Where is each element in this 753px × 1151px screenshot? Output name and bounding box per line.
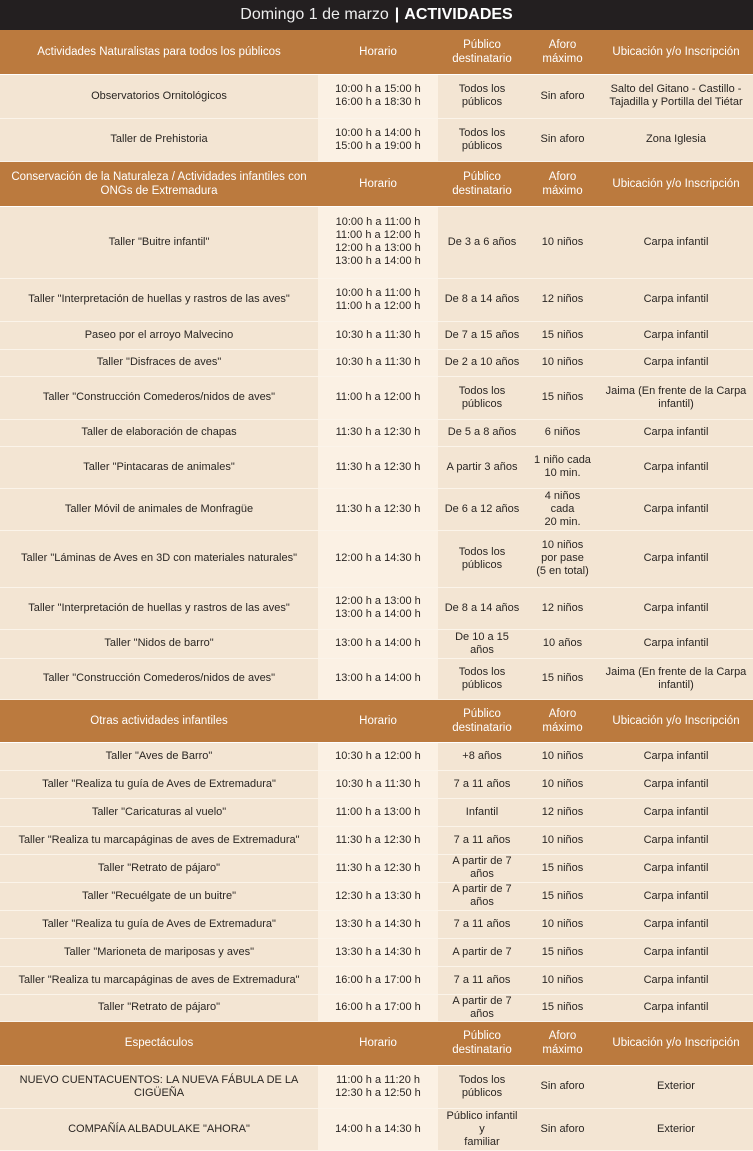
activity-time: 12:00 h a 14:30 h: [318, 530, 438, 587]
column-header-capacity: Aforo máximo: [526, 161, 599, 206]
activity-time: 11:30 h a 12:30 h: [318, 826, 438, 854]
activity-name: Paseo por el arroyo Malvecino: [0, 321, 318, 349]
table-row: [0, 1065, 753, 1108]
activity-capacity: 15 niños: [526, 376, 599, 419]
column-header-location: Ubicación y/o Inscripción: [599, 161, 753, 206]
activity-name: Taller Móvil de animales de Monfragüe: [0, 488, 318, 530]
activity-audience: Todos los públicos: [438, 1065, 526, 1108]
activities-table: [0, 30, 753, 1151]
activity-name: Observatorios Ornitológicos: [0, 74, 318, 118]
activity-name: Taller "Disfraces de aves": [0, 349, 318, 376]
table-row: [0, 488, 753, 530]
activity-capacity: 10 niños: [526, 206, 599, 278]
activity-name: Taller "Buitre infantil": [0, 206, 318, 278]
table-row: [0, 629, 753, 658]
column-header-audience: Público destinatario: [438, 30, 526, 74]
activity-time: 12:00 h a 13:00 h 13:00 h a 14:00 h: [318, 587, 438, 629]
table-row: [0, 798, 753, 826]
activity-name: Taller "Construcción Comederos/nidos de aves": [0, 376, 318, 419]
activity-location: Carpa infantil: [599, 488, 753, 530]
table-row: [0, 446, 753, 488]
activity-capacity: 15 niños: [526, 321, 599, 349]
activity-capacity: 4 niños cada 20 min.: [526, 488, 599, 530]
activity-audience: +8 años: [438, 742, 526, 770]
table-row: [0, 376, 753, 419]
activity-time: 11:30 h a 12:30 h: [318, 446, 438, 488]
activity-location: Carpa infantil: [599, 966, 753, 994]
activity-location: Jaima (En frente de la Carpa infantil): [599, 658, 753, 699]
table-row: [0, 910, 753, 938]
activity-name: COMPAÑÍA ALBADULAKE "AHORA": [0, 1108, 318, 1150]
column-header-audience: Público destinatario: [438, 1021, 526, 1065]
activity-capacity: 1 niño cada 10 min.: [526, 446, 599, 488]
activity-audience: De 7 a 15 años: [438, 321, 526, 349]
activity-location: Carpa infantil: [599, 530, 753, 587]
activity-time: 12:30 h a 13:30 h: [318, 882, 438, 910]
activity-name: Taller "Realiza tu marcapáginas de aves de Extremadura": [0, 966, 318, 994]
activity-location: Carpa infantil: [599, 587, 753, 629]
activity-audience: De 2 a 10 años: [438, 349, 526, 376]
activity-capacity: Sin aforo: [526, 118, 599, 161]
table-row: [0, 994, 753, 1021]
activity-capacity: 15 niños: [526, 658, 599, 699]
activity-location: Carpa infantil: [599, 419, 753, 446]
activity-location: Carpa infantil: [599, 206, 753, 278]
activity-location: Carpa infantil: [599, 349, 753, 376]
activity-name: Taller "Realiza tu guía de Aves de Extremadura": [0, 910, 318, 938]
activity-capacity: 10 niños: [526, 349, 599, 376]
column-header-location: Ubicación y/o Inscripción: [599, 699, 753, 742]
activity-time: 16:00 h a 17:00 h: [318, 966, 438, 994]
table-row: [0, 742, 753, 770]
activity-time: 13:00 h a 14:00 h: [318, 658, 438, 699]
activity-time: 11:00 h a 11:20 h 12:30 h a 12:50 h: [318, 1065, 438, 1108]
activity-capacity: 15 niños: [526, 882, 599, 910]
activity-name: Taller "Interpretación de huellas y rastros de las aves": [0, 587, 318, 629]
table-row: [0, 530, 753, 587]
activity-location: Carpa infantil: [599, 321, 753, 349]
activity-time: 11:00 h a 12:00 h: [318, 376, 438, 419]
column-header-capacity: Aforo máximo: [526, 699, 599, 742]
section-header: [0, 699, 753, 742]
activity-location: Exterior: [599, 1108, 753, 1150]
activity-name: Taller "Nidos de barro": [0, 629, 318, 658]
section-header: [0, 30, 753, 74]
table-row: [0, 587, 753, 629]
table-row: [0, 966, 753, 994]
activity-location: Carpa infantil: [599, 854, 753, 882]
column-header-capacity: Aforo máximo: [526, 1021, 599, 1065]
section-title: Actividades Naturalistas para todos los públicos: [0, 30, 318, 74]
activity-audience: De 10 a 15 años: [438, 629, 526, 658]
table-row: [0, 826, 753, 854]
activity-audience: Todos los públicos: [438, 530, 526, 587]
activity-capacity: 15 niños: [526, 854, 599, 882]
activity-audience: De 8 a 14 años: [438, 278, 526, 321]
activity-location: Carpa infantil: [599, 826, 753, 854]
activity-time: 13:00 h a 14:00 h: [318, 629, 438, 658]
activity-audience: A partir de 7: [438, 938, 526, 966]
activity-location: Carpa infantil: [599, 446, 753, 488]
activity-audience: 7 a 11 años: [438, 966, 526, 994]
activity-capacity: Sin aforo: [526, 1108, 599, 1150]
table-row: [0, 419, 753, 446]
table-row: [0, 770, 753, 798]
table-row: [0, 74, 753, 118]
section-header: [0, 1021, 753, 1065]
table-row: [0, 118, 753, 161]
header-title: ACTIVIDADES: [404, 6, 513, 23]
activity-audience: A partir de 7 años: [438, 994, 526, 1021]
activity-time: 11:00 h a 13:00 h: [318, 798, 438, 826]
activity-capacity: Sin aforo: [526, 1065, 599, 1108]
table-row: [0, 278, 753, 321]
section-header: [0, 161, 753, 206]
activity-time: 10:30 h a 11:30 h: [318, 349, 438, 376]
activity-location: Jaima (En frente de la Carpa infantil): [599, 376, 753, 419]
table-row: [0, 854, 753, 882]
table-row: [0, 1108, 753, 1150]
page-header: [0, 0, 753, 30]
activity-time: 11:30 h a 12:30 h: [318, 488, 438, 530]
column-header-audience: Público destinatario: [438, 161, 526, 206]
activity-audience: 7 a 11 años: [438, 826, 526, 854]
activity-name: Taller "Realiza tu guía de Aves de Extremadura": [0, 770, 318, 798]
activity-name: Taller "Realiza tu marcapáginas de aves de Extremadura": [0, 826, 318, 854]
activity-location: Carpa infantil: [599, 798, 753, 826]
column-header-capacity: Aforo máximo: [526, 30, 599, 74]
table-row: [0, 882, 753, 910]
activity-capacity: 10 niños: [526, 966, 599, 994]
activity-name: Taller "Interpretación de huellas y rastros de las aves": [0, 278, 318, 321]
activity-time: 10:00 h a 11:00 h 11:00 h a 12:00 h: [318, 278, 438, 321]
activity-capacity: 10 niños: [526, 770, 599, 798]
activity-audience: De 3 a 6 años: [438, 206, 526, 278]
activity-audience: De 5 a 8 años: [438, 419, 526, 446]
column-header-audience: Público destinatario: [438, 699, 526, 742]
column-header-time: Horario: [318, 1021, 438, 1065]
activity-time: 10:30 h a 11:30 h: [318, 770, 438, 798]
column-header-location: Ubicación y/o Inscripción: [599, 1021, 753, 1065]
activity-location: Carpa infantil: [599, 910, 753, 938]
activity-audience: Público infantil y familiar: [438, 1108, 526, 1150]
table-row: [0, 938, 753, 966]
table-row: [0, 349, 753, 376]
activity-time: 10:00 h a 15:00 h 16:00 h a 18:30 h: [318, 74, 438, 118]
activity-time: 13:30 h a 14:30 h: [318, 938, 438, 966]
activity-audience: A partir de 7 años: [438, 854, 526, 882]
activity-audience: A partir 3 años: [438, 446, 526, 488]
activity-location: Carpa infantil: [599, 770, 753, 798]
header-separator: |: [394, 6, 400, 23]
activity-name: Taller "Caricaturas al vuelo": [0, 798, 318, 826]
table-row: [0, 206, 753, 278]
activity-audience: 7 a 11 años: [438, 910, 526, 938]
activity-location: Exterior: [599, 1065, 753, 1108]
activity-time: 11:30 h a 12:30 h: [318, 419, 438, 446]
activity-name: Taller de elaboración de chapas: [0, 419, 318, 446]
column-header-time: Horario: [318, 161, 438, 206]
activity-capacity: 10 años: [526, 629, 599, 658]
activity-capacity: 15 niños: [526, 994, 599, 1021]
section-title: Otras actividades infantiles: [0, 699, 318, 742]
activity-audience: De 6 a 12 años: [438, 488, 526, 530]
activity-capacity: 12 niños: [526, 798, 599, 826]
activity-time: 16:00 h a 17:00 h: [318, 994, 438, 1021]
activity-time: 10:00 h a 11:00 h 11:00 h a 12:00 h 12:00 h a 13:00 h 13:00 h a 14:00 h: [318, 206, 438, 278]
table-row: [0, 321, 753, 349]
activity-name: Taller "Recuélgate de un buitre": [0, 882, 318, 910]
section-title: Espectáculos: [0, 1021, 318, 1065]
section-title: Conservación de la Naturaleza / Actividades infantiles con ONGs de Extremadura: [0, 161, 318, 206]
column-header-location: Ubicación y/o Inscripción: [599, 30, 753, 74]
activity-audience: De 8 a 14 años: [438, 587, 526, 629]
activity-location: Carpa infantil: [599, 994, 753, 1021]
activity-audience: Todos los públicos: [438, 376, 526, 419]
column-header-time: Horario: [318, 30, 438, 74]
activity-audience: Todos los públicos: [438, 118, 526, 161]
activity-location: Salto del Gitano - Castillo - Tajadilla y Portilla del Tiétar: [599, 74, 753, 118]
activity-location: Carpa infantil: [599, 882, 753, 910]
activity-capacity: 6 niños: [526, 419, 599, 446]
activity-name: Taller "Retrato de pájaro": [0, 854, 318, 882]
activity-name: Taller "Pintacaras de animales": [0, 446, 318, 488]
activity-name: NUEVO CUENTACUENTOS: LA NUEVA FÁBULA DE LA CIGÜEÑA: [0, 1065, 318, 1108]
activity-audience: 7 a 11 años: [438, 770, 526, 798]
activity-name: Taller "Construcción Comederos/nidos de aves": [0, 658, 318, 699]
activity-location: Zona Iglesia: [599, 118, 753, 161]
activity-name: Taller de Prehistoria: [0, 118, 318, 161]
activity-time: 10:00 h a 14:00 h 15:00 h a 19:00 h: [318, 118, 438, 161]
activity-time: 13:30 h a 14:30 h: [318, 910, 438, 938]
activity-audience: Infantil: [438, 798, 526, 826]
activity-capacity: Sin aforo: [526, 74, 599, 118]
table-row: [0, 658, 753, 699]
activity-name: Taller "Marioneta de mariposas y aves": [0, 938, 318, 966]
activity-location: Carpa infantil: [599, 629, 753, 658]
column-header-time: Horario: [318, 699, 438, 742]
activity-capacity: 10 niños: [526, 826, 599, 854]
activity-capacity: 10 niños por pase (5 en total): [526, 530, 599, 587]
activity-capacity: 10 niños: [526, 910, 599, 938]
activity-location: Carpa infantil: [599, 278, 753, 321]
activity-capacity: 12 niños: [526, 278, 599, 321]
activity-location: Carpa infantil: [599, 742, 753, 770]
activity-time: 10:30 h a 11:30 h: [318, 321, 438, 349]
activity-name: Taller "Láminas de Aves en 3D con materiales naturales": [0, 530, 318, 587]
activity-time: 14:00 h a 14:30 h: [318, 1108, 438, 1150]
activity-capacity: 10 niños: [526, 742, 599, 770]
activity-audience: A partir de 7 años: [438, 882, 526, 910]
activity-name: Taller "Retrato de pájaro": [0, 994, 318, 1021]
activity-time: 11:30 h a 12:30 h: [318, 854, 438, 882]
activity-time: 10:30 h a 12:00 h: [318, 742, 438, 770]
activity-name: Taller "Aves de Barro": [0, 742, 318, 770]
activity-location: Carpa infantil: [599, 938, 753, 966]
activity-capacity: 15 niños: [526, 938, 599, 966]
activity-audience: Todos los públicos: [438, 74, 526, 118]
activity-audience: Todos los públicos: [438, 658, 526, 699]
activity-capacity: 12 niños: [526, 587, 599, 629]
header-date: Domingo 1 de marzo: [240, 6, 389, 23]
